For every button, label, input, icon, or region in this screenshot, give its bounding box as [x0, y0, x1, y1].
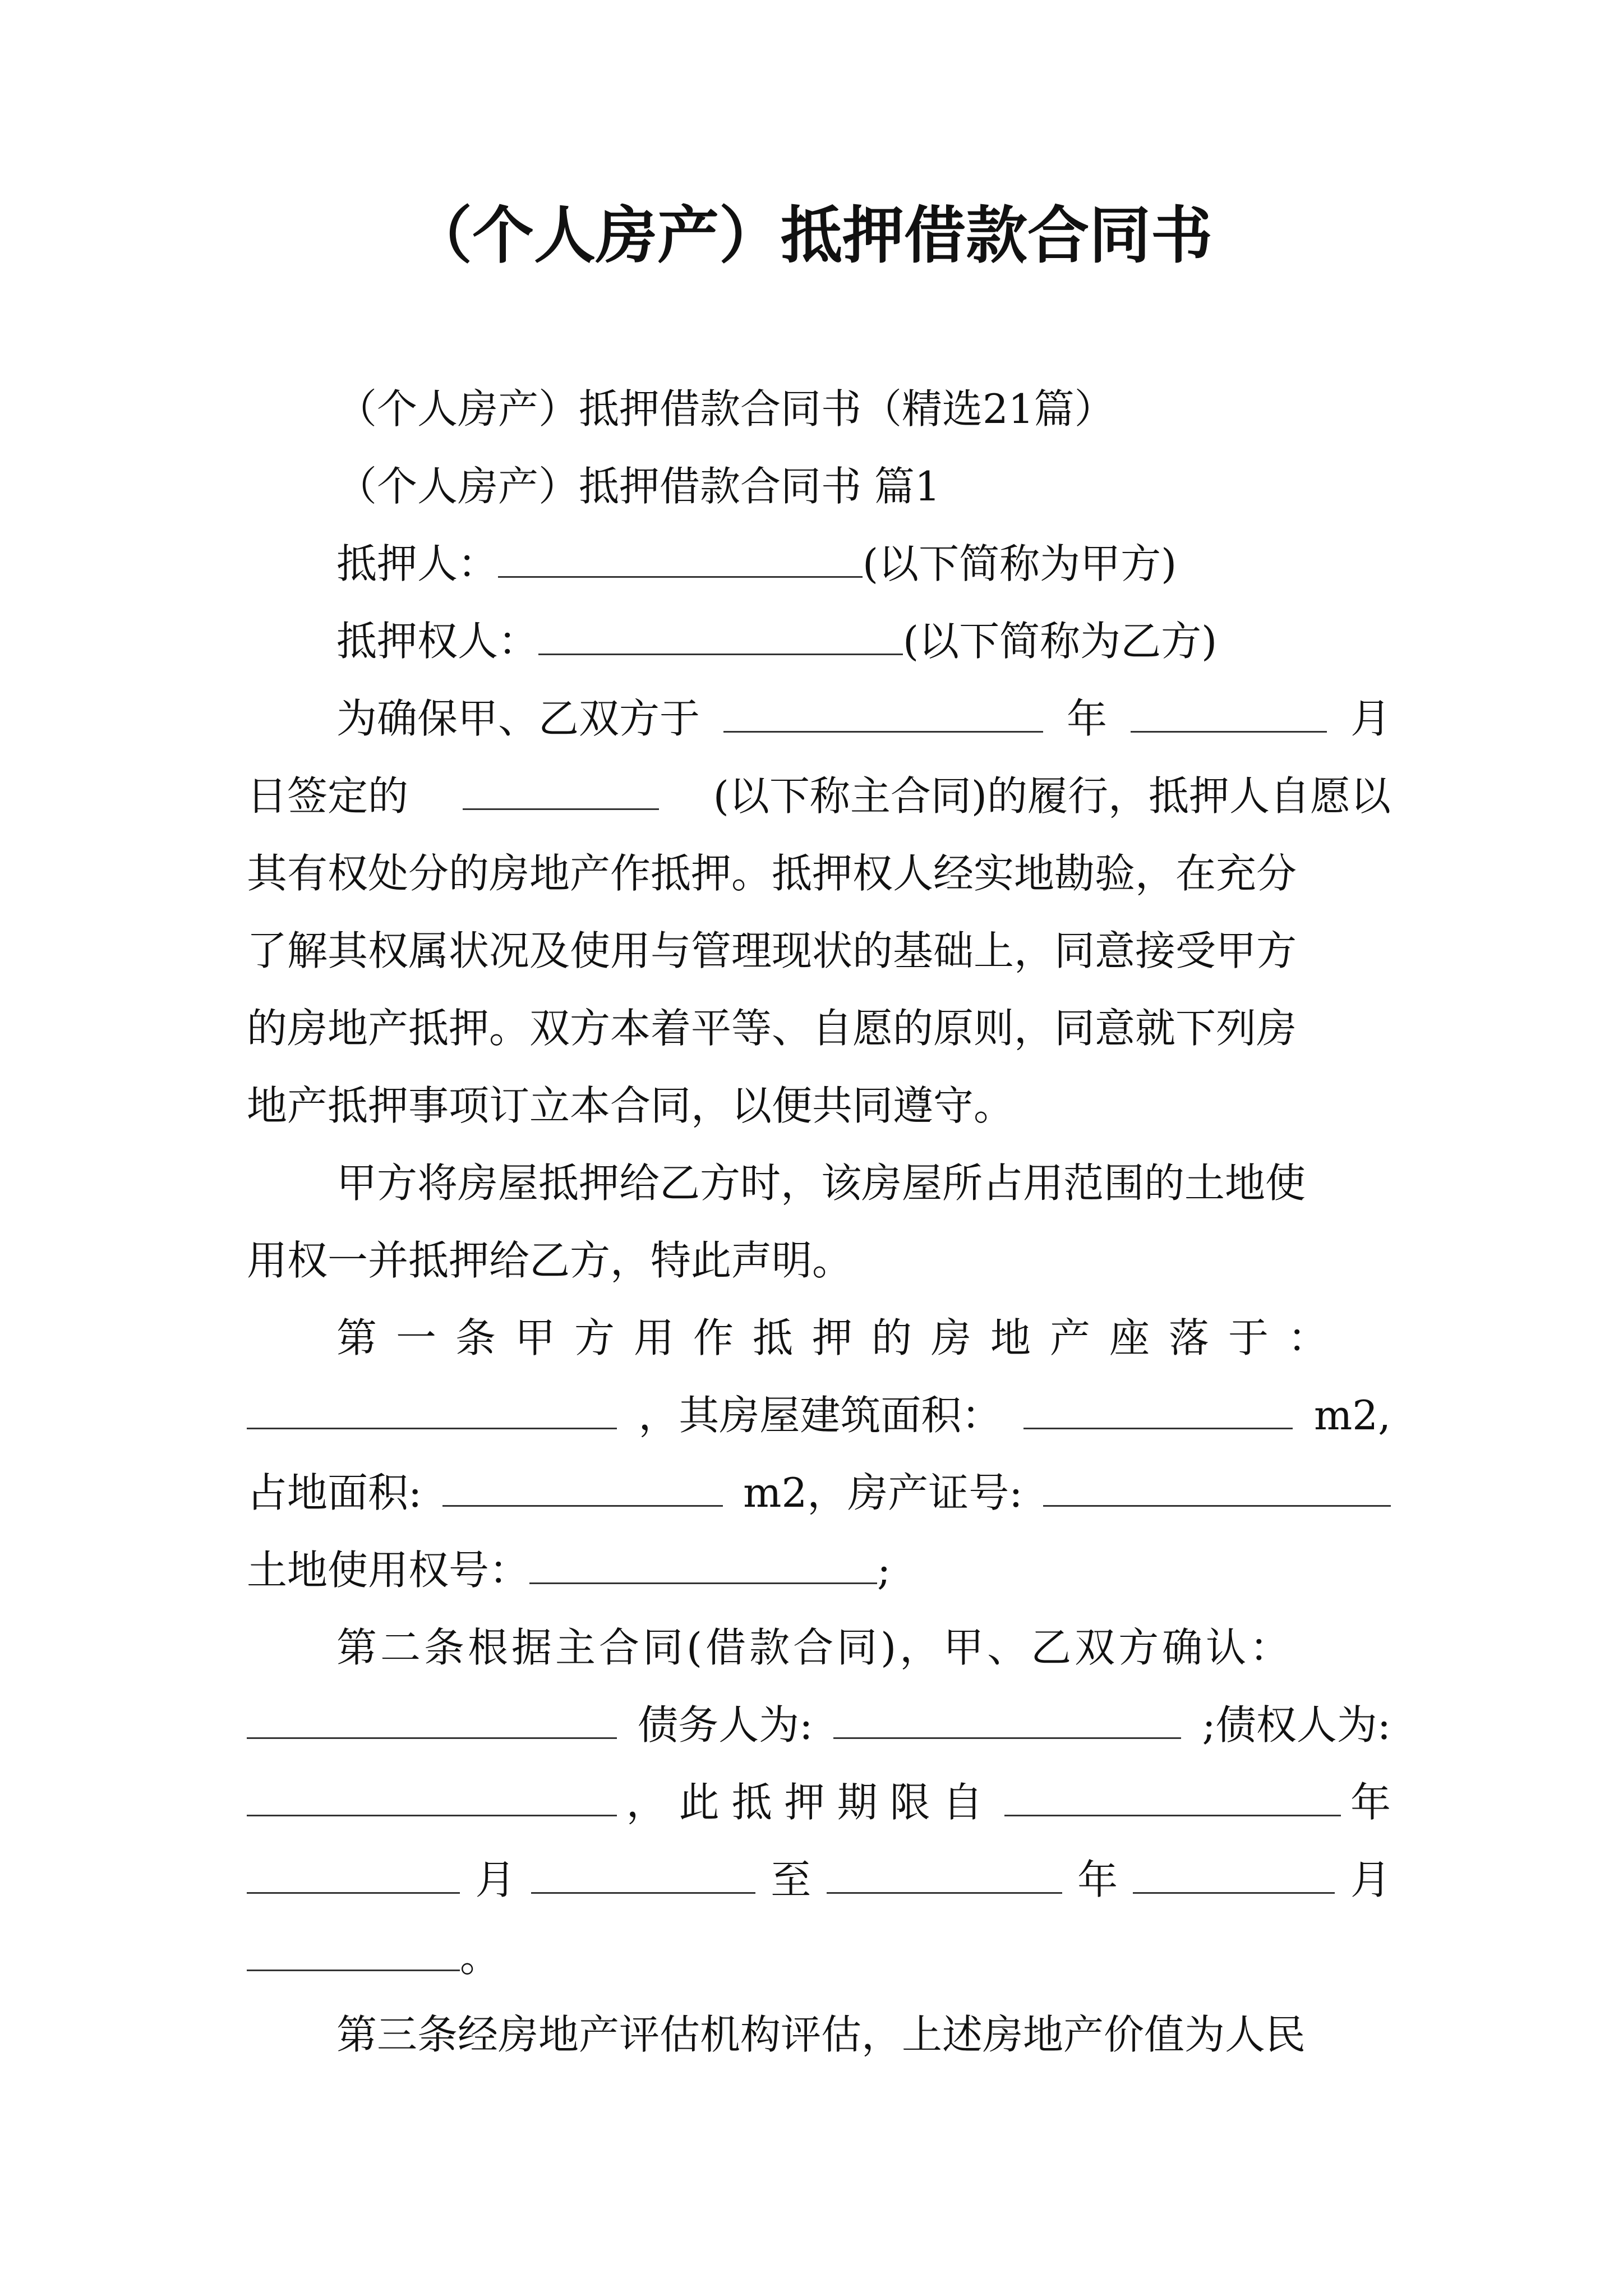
preamble-text: 为确保甲、乙双方于: [336, 695, 700, 742]
year-label: 年: [1350, 1779, 1391, 1826]
start-year-blank[interactable]: [1004, 1810, 1341, 1816]
main-contract-blank[interactable]: [463, 804, 659, 810]
article1-text: ;: [877, 1547, 891, 1594]
preamble-line-1: [247, 680, 1391, 757]
mortgagee-suffix: (以下简称为乙方): [903, 618, 1218, 665]
sign-month-blank[interactable]: [1131, 726, 1327, 733]
article2-line-1: [247, 1609, 1391, 1686]
mortgagee-line: [247, 602, 1391, 680]
article1-line-1: [247, 1299, 1391, 1377]
mortgagor-line: [247, 525, 1391, 602]
month-label: 月: [475, 1856, 516, 1903]
mortgagee-label: 抵押权人：: [336, 618, 539, 665]
subtitle: （个人房产）抵押借款合同书（精选21篇）: [336, 385, 1115, 432]
end-day-blank[interactable]: [247, 1965, 460, 1971]
land-area-blank[interactable]: [442, 1501, 723, 1507]
contract-blank[interactable]: [247, 1733, 617, 1739]
preamble-line-6: 地产抵押事项订立本合同，以便共同遵守。: [247, 1082, 1015, 1129]
to-label: 至: [771, 1856, 811, 1903]
mortgagor-suffix: (以下简称为甲方): [863, 540, 1177, 587]
preamble-text: (以下称主合同)的履行，抵押人自愿以: [713, 772, 1391, 820]
end-year-blank[interactable]: [827, 1888, 1062, 1894]
article2-text: 第二条根据主合同(借款合同)，甲、乙双方确认：: [336, 1624, 1294, 1671]
article2-text: ;债权人为:: [1202, 1701, 1391, 1749]
year-label: 年: [1077, 1856, 1118, 1903]
article1-text: m2,: [1314, 1392, 1391, 1439]
land-use-right-blank[interactable]: [529, 1578, 877, 1584]
article2-line-4: [247, 1841, 1391, 1918]
month-label: 月: [1350, 695, 1391, 742]
building-area-blank[interactable]: [1023, 1423, 1293, 1429]
article1-text: ，其房屋建筑面积：: [638, 1392, 1002, 1439]
end-month-blank[interactable]: [1133, 1888, 1335, 1894]
month-label: 月: [1350, 1856, 1391, 1903]
article2-text: 债务人为:: [638, 1701, 813, 1749]
article1-text: m2，房产证号:: [743, 1469, 1023, 1516]
preamble-line-5: 的房地产抵押。双方本着平等、自愿的原则，同意就下列房: [247, 1005, 1297, 1052]
statement-line-1: 甲方将房屋抵押给乙方时，该房屋所占用范围的土地使: [336, 1159, 1306, 1207]
mortgagor-label: 抵押人：: [336, 540, 499, 587]
mortgagor-blank[interactable]: [498, 572, 863, 578]
article3-line-1: 第三条经房地产评估机构评估，上述房地产价值为人民: [336, 2011, 1306, 2058]
preamble-text: 日签定的: [247, 772, 409, 820]
document-body: [247, 370, 1391, 2073]
start-day-blank[interactable]: [531, 1888, 755, 1894]
start-month-blank[interactable]: [247, 1888, 460, 1894]
year-label: 年: [1066, 695, 1107, 742]
article1-line-4: [247, 1531, 1391, 1609]
article1-line-3: [247, 1454, 1391, 1531]
article2-line-2: [247, 1686, 1391, 1764]
article1-line-2: [247, 1377, 1391, 1454]
mortgagee-blank[interactable]: [538, 649, 903, 655]
article1-text: 土地使用权号：: [247, 1547, 530, 1594]
article2-line-3: [247, 1764, 1391, 1841]
section-heading: （个人房产）抵押借款合同书 篇1: [336, 463, 940, 510]
debtor-blank[interactable]: [833, 1733, 1181, 1739]
period-mark: 。: [460, 1934, 501, 1981]
property-location-blank[interactable]: [247, 1423, 617, 1429]
property-cert-blank[interactable]: [1043, 1501, 1391, 1507]
article1-text: 占地面积:: [247, 1469, 422, 1516]
sign-year-blank[interactable]: [723, 726, 1043, 733]
preamble-line-4: 了解其权属状况及使用与管理现状的基础上，同意接受甲方: [247, 927, 1297, 974]
statement-line-2: 用权一并抵押给乙方，特此声明。: [247, 1237, 853, 1284]
preamble-line-3: 其有权处分的房地产作抵押。抵押权人经实地勘验，在充分: [247, 850, 1297, 897]
creditor-blank[interactable]: [247, 1810, 617, 1816]
document-title: （个人房产）抵押借款合同书: [411, 200, 1212, 272]
preamble-line-2: [247, 757, 1391, 835]
article2-text: ，此抵押期限自: [626, 1779, 995, 1826]
article1-text: 第一条甲方用作抵押的房地产座落于：: [336, 1314, 1348, 1361]
article2-line-5: [247, 1918, 1391, 1996]
